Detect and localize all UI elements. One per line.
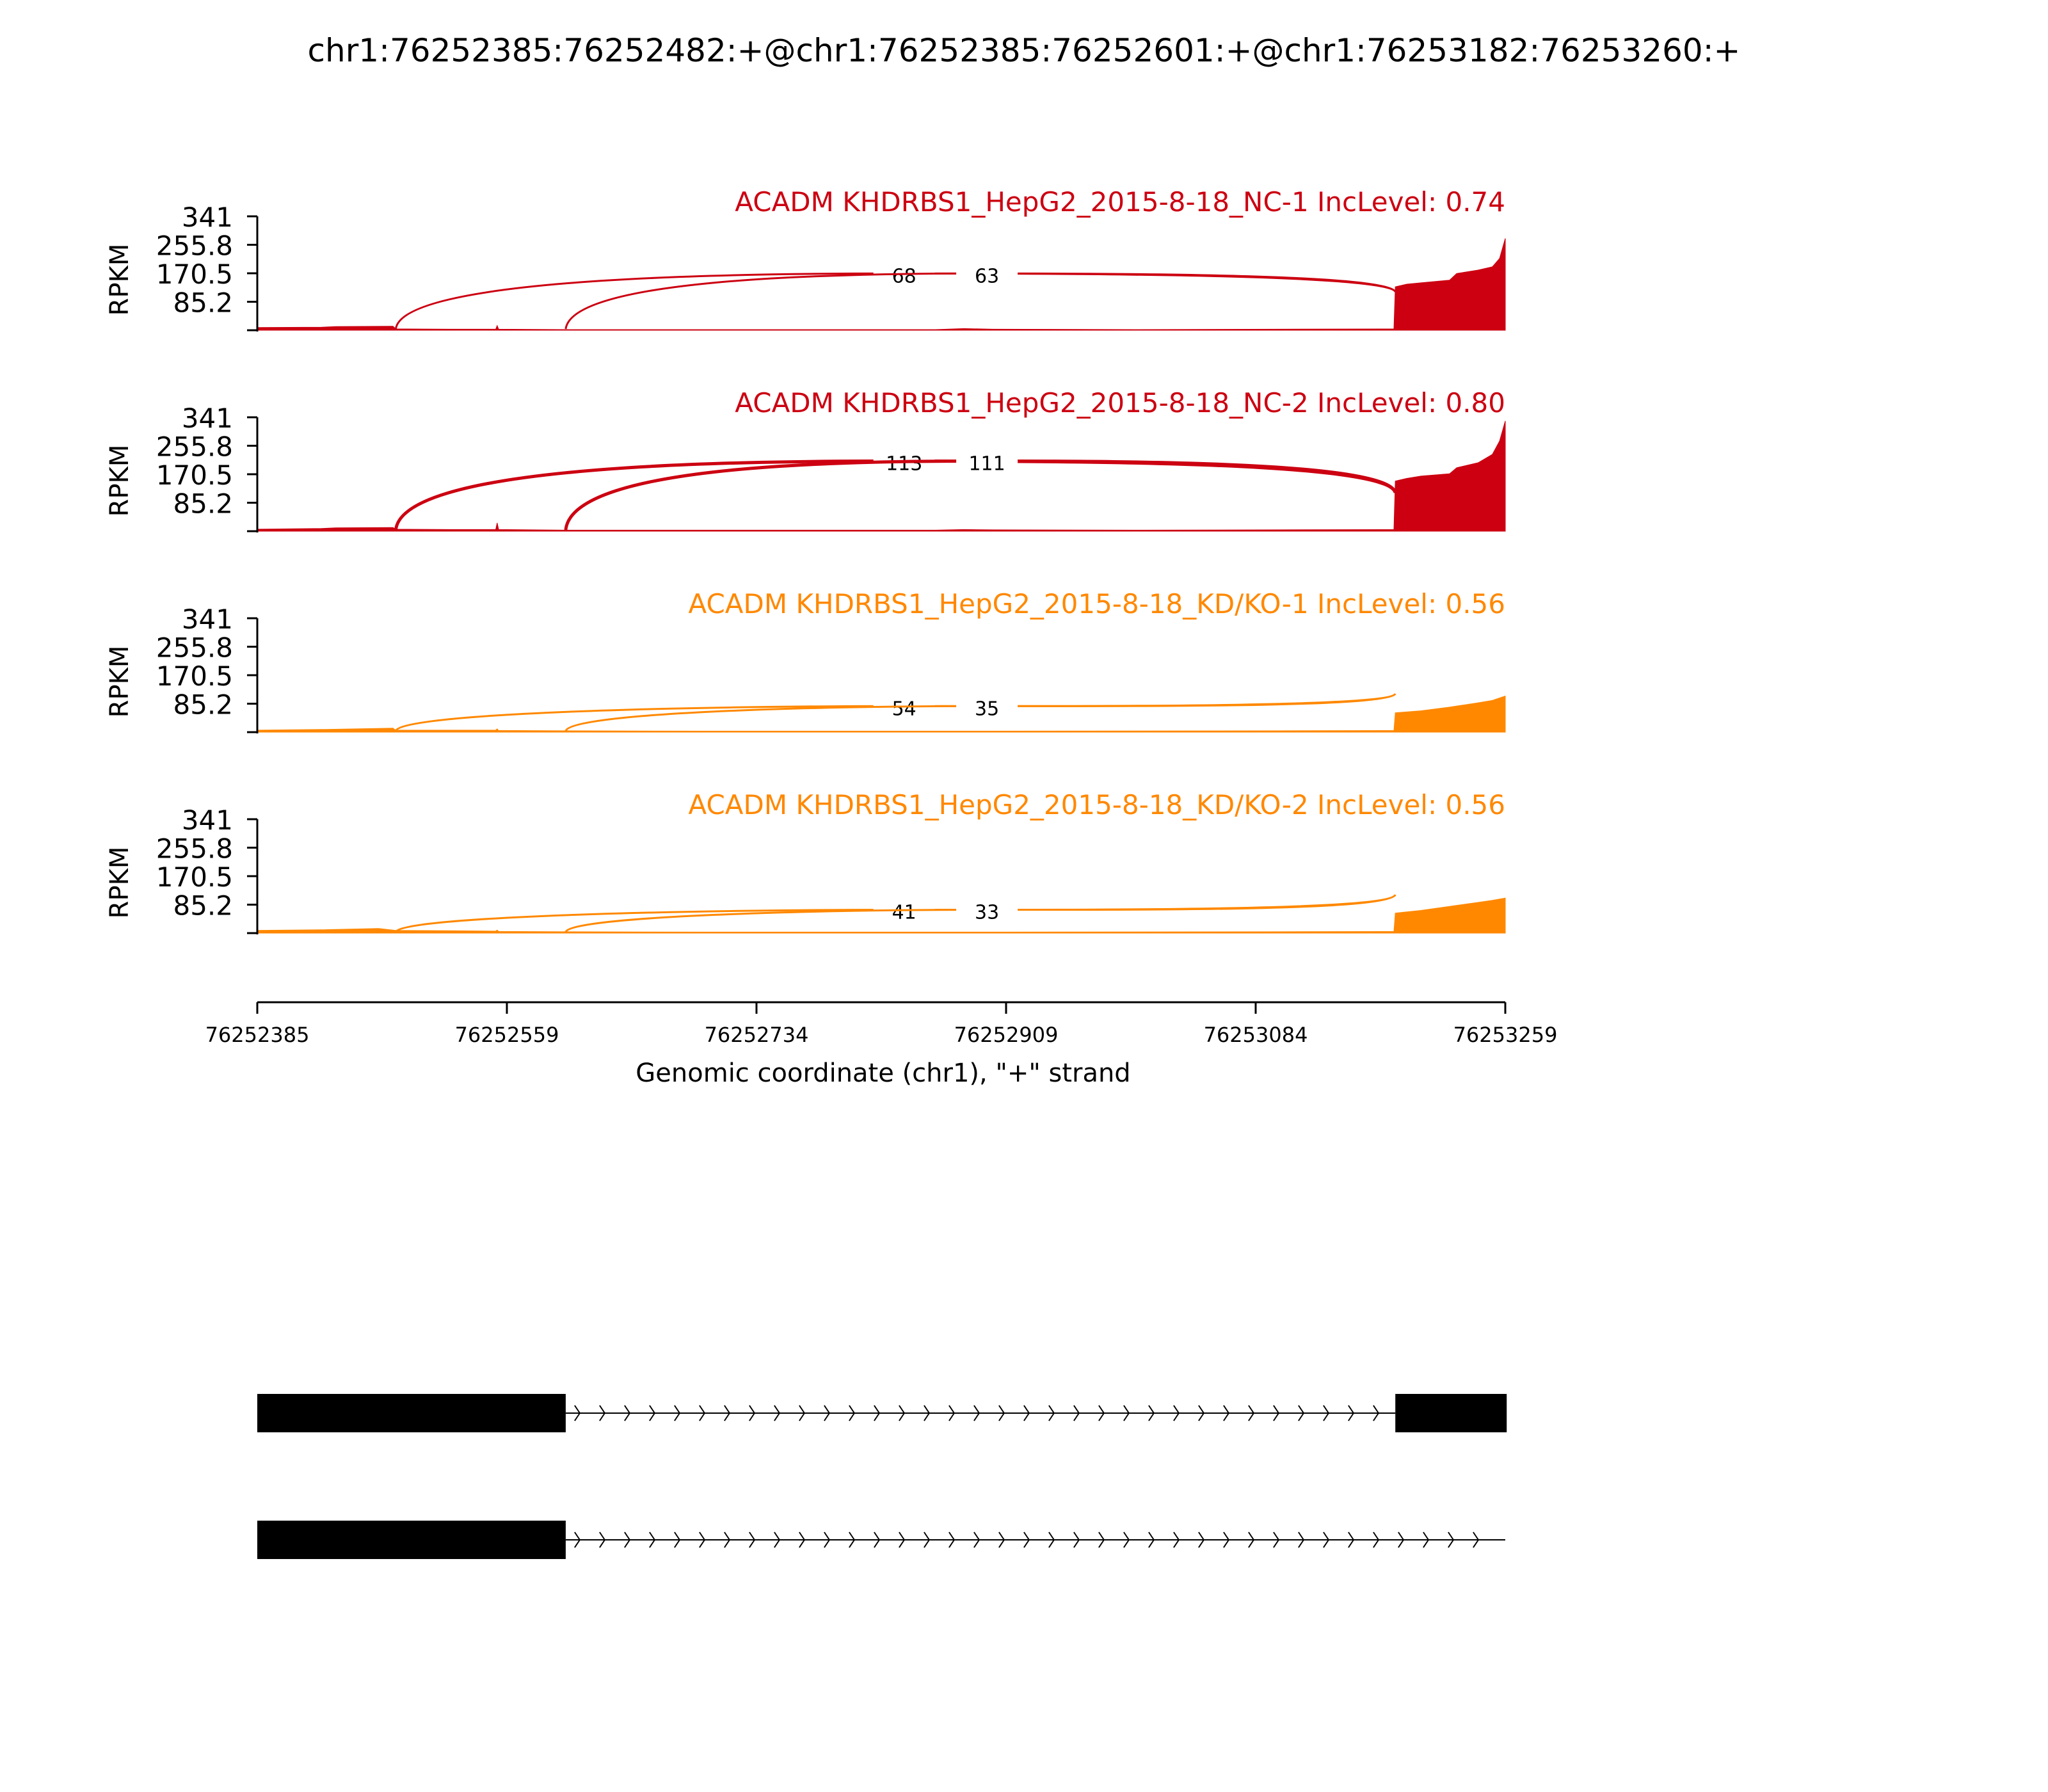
y-tick-label: 255.8: [156, 431, 233, 463]
exon-block: [257, 1521, 566, 1559]
x-tick-label: 76253084: [1203, 1023, 1308, 1047]
junction-label-1: 113: [886, 452, 923, 476]
y-tick-label: 341: [181, 403, 233, 434]
y-tick-label: 255.8: [156, 230, 233, 262]
coverage-panel-2: [105, 387, 1505, 532]
x-tick-label: 76252559: [454, 1023, 559, 1047]
x-tick-label: 76253259: [1453, 1023, 1558, 1047]
y-tick-label: 170.5: [156, 660, 233, 692]
y-tick-label: 170.5: [156, 259, 233, 290]
x-tick-label: 76252385: [205, 1023, 310, 1047]
isoform-models: [257, 1394, 1507, 1559]
y-tick-label: 255.8: [156, 833, 233, 865]
exon-block: [257, 1394, 566, 1432]
y-tick-label: 341: [181, 804, 233, 836]
y-tick-label: 341: [181, 604, 233, 635]
panel-title: ACADM KHDRBS1_HepG2_2015-8-18_KD/KO-2 IncLevel: 0.56: [688, 789, 1505, 820]
isoform-2: [257, 1521, 1505, 1559]
exon-block: [1395, 1394, 1507, 1432]
y-axis-label: RPKM: [105, 846, 134, 919]
junction-label-1: 68: [892, 265, 916, 288]
y-tick-label: 341: [181, 202, 233, 233]
junction-label-1: 54: [892, 698, 916, 721]
coverage-panel-4: [105, 789, 1505, 934]
x-tick-label: 76252734: [704, 1023, 809, 1047]
y-tick-label: 85.2: [173, 287, 233, 319]
coverage-panel-3: [105, 588, 1505, 733]
figure-title: chr1:76252385:76252482:+@chr1:76252385:76252601:+@chr1:76253182:76253260:+: [307, 32, 1741, 69]
junction-label-1: 41: [892, 901, 916, 924]
y-tick-label: 85.2: [173, 890, 233, 922]
y-tick-label: 255.8: [156, 632, 233, 664]
x-axis: [205, 1002, 1558, 1047]
x-axis-label: Genomic coordinate (chr1), "+" strand: [636, 1059, 1131, 1088]
junction-label-2: 35: [975, 698, 1000, 721]
panel-title: ACADM KHDRBS1_HepG2_2015-8-18_NC-1 IncLevel: 0.74: [735, 186, 1505, 218]
y-tick-label: 85.2: [173, 689, 233, 721]
y-axis-label: RPKM: [105, 645, 134, 718]
junction-label-2: 111: [968, 452, 1005, 476]
coverage-panels: [105, 186, 1505, 934]
panel-title: ACADM KHDRBS1_HepG2_2015-8-18_NC-2 IncLevel: 0.80: [735, 387, 1505, 419]
y-axis-label: RPKM: [105, 444, 134, 517]
junction-label-2: 63: [975, 265, 1000, 288]
y-axis-label: RPKM: [105, 243, 134, 316]
y-tick-label: 85.2: [173, 488, 233, 520]
isoform-1: [257, 1394, 1507, 1432]
coverage-panel-1: [105, 186, 1505, 332]
y-tick-label: 170.5: [156, 460, 233, 491]
y-tick-label: 170.5: [156, 861, 233, 893]
panel-title: ACADM KHDRBS1_HepG2_2015-8-18_KD/KO-1 IncLevel: 0.56: [688, 588, 1505, 620]
junction-label-2: 33: [975, 901, 1000, 924]
x-tick-label: 76252909: [954, 1023, 1059, 1047]
